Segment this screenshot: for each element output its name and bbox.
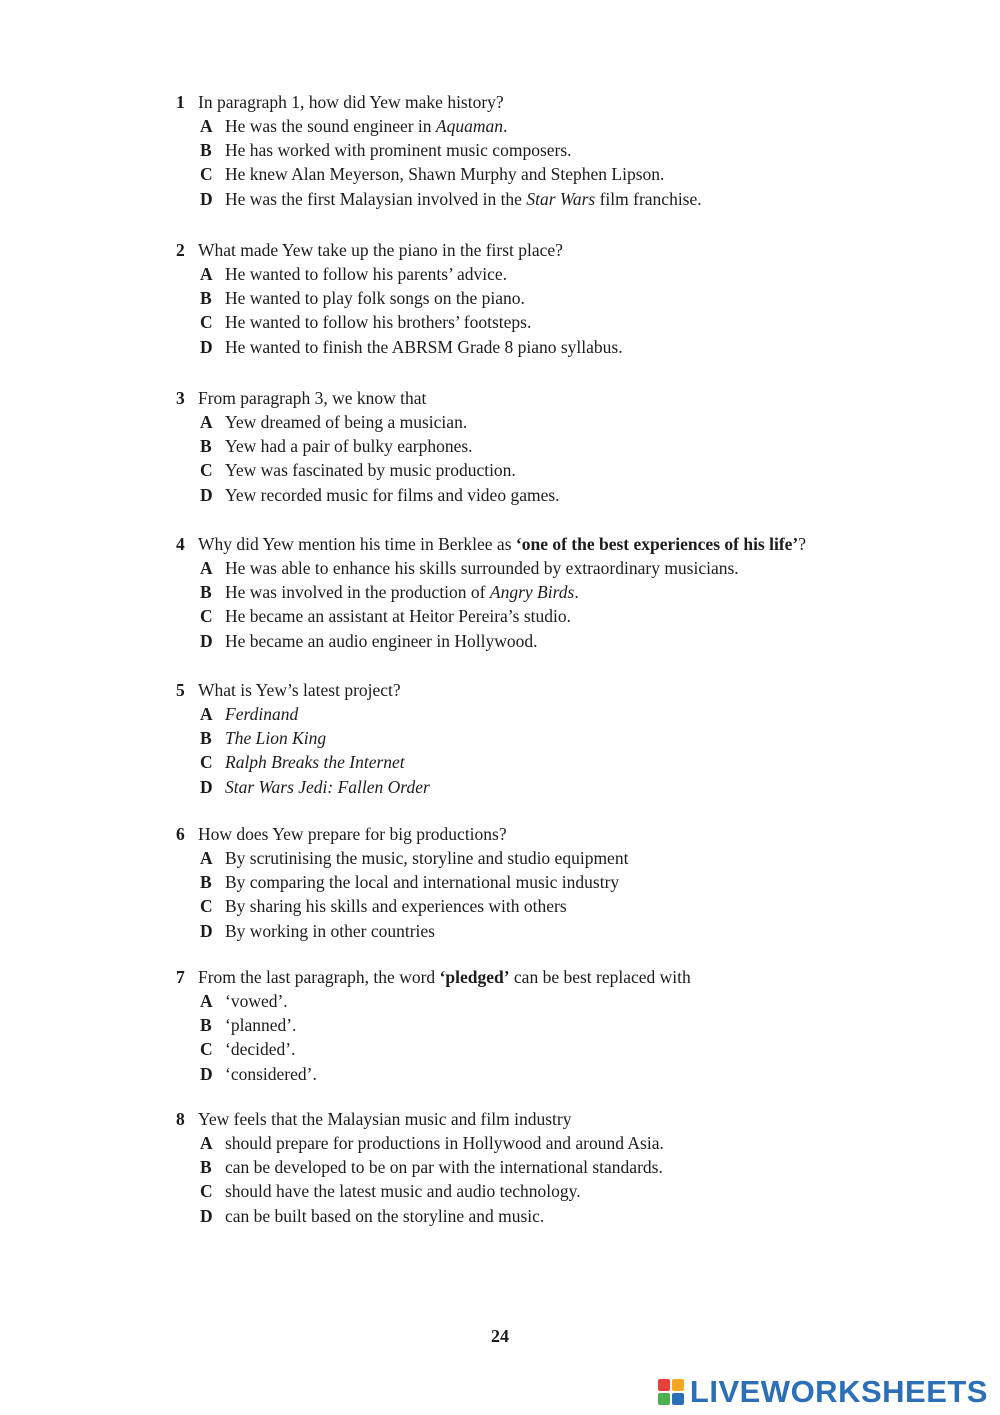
- italic-title: Ferdinand: [225, 704, 299, 724]
- option-letter: C: [200, 164, 213, 185]
- option-letter: B: [200, 288, 212, 309]
- text-run: Yew had a pair of bulky earphones.: [225, 436, 473, 457]
- question-number: 7: [176, 967, 185, 987]
- page-number: 24: [491, 1326, 509, 1346]
- question-stem: [176, 386, 896, 410]
- text-run: From the last paragraph, the word: [198, 967, 440, 987]
- option-letter: A: [200, 558, 213, 578]
- answer-option-a[interactable]: [176, 702, 896, 726]
- italic-title: Star Wars Jedi: Fallen Order: [225, 776, 430, 797]
- italic-title: Ralph Breaks the Internet: [225, 752, 405, 773]
- answer-option-a[interactable]: [176, 410, 896, 434]
- text-run: Yew dreamed of being a musician.: [225, 412, 468, 432]
- logo-square-1: [658, 1379, 670, 1391]
- option-letter: A: [200, 1133, 213, 1153]
- text-run: should prepare for productions in Hollywood and around Asia.: [225, 1133, 664, 1153]
- option-letter: A: [200, 264, 213, 284]
- question-number: 3: [176, 388, 185, 408]
- text-run: By scrutinising the music, storyline and studio equipment: [225, 848, 629, 868]
- question-6: [176, 822, 896, 943]
- question-1: [176, 90, 896, 211]
- option-letter: A: [200, 991, 213, 1011]
- text-run: Yew was fascinated by music production.: [225, 460, 516, 481]
- answer-option-b[interactable]: [176, 434, 896, 458]
- option-letter: B: [200, 872, 212, 893]
- answer-option-d[interactable]: [176, 629, 896, 653]
- text-run: ‘considered’.: [225, 1063, 317, 1084]
- answer-option-b[interactable]: [176, 726, 896, 750]
- answer-option-c[interactable]: [176, 310, 896, 334]
- bold-phrase: ‘one of the best experiences of his life’: [515, 534, 799, 554]
- logo-text: LIVEWORKSHEETS: [689, 1374, 988, 1409]
- text-run: can be best replaced with: [509, 967, 691, 987]
- answer-option-d[interactable]: [176, 775, 896, 799]
- answer-option-c[interactable]: [176, 750, 896, 774]
- option-letter: C: [200, 460, 213, 481]
- option-letter: B: [200, 1157, 212, 1178]
- answer-option-c[interactable]: [176, 1179, 896, 1203]
- question-5: [176, 678, 896, 799]
- option-letter: D: [200, 1063, 213, 1084]
- answer-option-d[interactable]: [176, 1204, 896, 1228]
- text-run: He wanted to play folk songs on the piano.: [225, 288, 525, 309]
- answer-option-a[interactable]: [176, 989, 896, 1013]
- text-run: He has worked with prominent music composers.: [225, 140, 572, 161]
- answer-option-c[interactable]: [176, 162, 896, 186]
- logo-square-4: [672, 1393, 684, 1405]
- question-4: [176, 532, 896, 653]
- option-letter: C: [200, 312, 213, 333]
- answer-option-b[interactable]: [176, 286, 896, 310]
- question-7: [176, 965, 896, 1086]
- answer-option-a[interactable]: [176, 846, 896, 870]
- text-run: He knew Alan Meyerson, Shawn Murphy and Stephen Lipson.: [225, 164, 665, 185]
- answer-option-b[interactable]: [176, 580, 896, 604]
- option-letter: D: [200, 188, 213, 209]
- text-run: He became an audio engineer in Hollywood.: [225, 630, 538, 651]
- answer-option-c[interactable]: [176, 1037, 896, 1061]
- answer-option-b[interactable]: [176, 1155, 896, 1179]
- answer-option-c[interactable]: [176, 894, 896, 918]
- text-run: .: [503, 116, 508, 136]
- italic-title: Aquaman: [435, 116, 503, 136]
- question-number: 4: [176, 534, 185, 554]
- logo-square-2: [672, 1379, 684, 1391]
- text-run: How does Yew prepare for big productions?: [198, 824, 507, 844]
- question-stem: [176, 822, 896, 846]
- answer-option-a[interactable]: [176, 1131, 896, 1155]
- text-run: From paragraph 3, we know that: [198, 388, 427, 408]
- text-run: By sharing his skills and experiences with others: [225, 896, 567, 917]
- text-run: ‘decided’.: [225, 1039, 296, 1060]
- question-8: [176, 1107, 896, 1228]
- answer-option-a[interactable]: [176, 114, 896, 138]
- question-stem: [176, 678, 896, 702]
- option-letter: B: [200, 1015, 212, 1036]
- option-letter: C: [200, 606, 213, 627]
- text-run: He wanted to follow his brothers’ footsteps.: [225, 312, 532, 333]
- logo-square-3: [658, 1393, 670, 1405]
- answer-option-d[interactable]: [176, 1062, 896, 1086]
- answer-option-c[interactable]: [176, 604, 896, 628]
- bold-phrase: ‘pledged’: [439, 967, 510, 987]
- option-letter: D: [200, 484, 213, 505]
- option-letter: D: [200, 630, 213, 651]
- text-run: He wanted to follow his parents’ advice.: [225, 264, 508, 284]
- question-stem: [176, 90, 896, 114]
- text-run: He was the sound engineer in: [225, 116, 436, 136]
- option-letter: A: [200, 704, 213, 724]
- answer-option-b[interactable]: [176, 870, 896, 894]
- question-stem: [176, 532, 896, 556]
- answer-option-c[interactable]: [176, 458, 896, 482]
- text-run: In paragraph 1, how did Yew make history?: [198, 92, 504, 112]
- text-run: should have the latest music and audio technology.: [225, 1181, 581, 1202]
- text-run: Why did Yew mention his time in Berklee as: [198, 534, 516, 554]
- option-letter: B: [200, 436, 212, 457]
- option-letter: C: [200, 1181, 213, 1202]
- text-run: Yew recorded music for films and video games.: [225, 484, 560, 505]
- question-number: 5: [176, 680, 185, 700]
- option-letter: A: [200, 116, 213, 136]
- text-run: He became an assistant at Heitor Pereira’s studio.: [225, 606, 572, 627]
- option-letter: D: [200, 920, 213, 941]
- text-run: can be developed to be on par with the international standards.: [225, 1157, 663, 1178]
- question-stem: [176, 965, 896, 989]
- liveworksheets-logo[interactable]: [658, 1374, 988, 1410]
- option-letter: B: [200, 582, 212, 603]
- option-letter: A: [200, 848, 213, 868]
- text-run: What is Yew’s latest project?: [198, 680, 401, 700]
- question-3: [176, 386, 896, 507]
- option-letter: D: [200, 776, 213, 797]
- answer-option-a[interactable]: [176, 262, 896, 286]
- text-run: Yew feels that the Malaysian music and film industry: [198, 1109, 572, 1129]
- question-number: 8: [176, 1109, 185, 1129]
- text-run: .: [574, 582, 579, 603]
- text-run: ‘planned’.: [225, 1015, 297, 1036]
- option-letter: D: [200, 336, 213, 357]
- text-run: film franchise.: [595, 188, 702, 209]
- text-run: He wanted to finish the ABRSM Grade 8 piano syllabus.: [225, 336, 623, 357]
- option-letter: C: [200, 1039, 213, 1060]
- text-run: He was the first Malaysian involved in the: [225, 188, 527, 209]
- text-run: What made Yew take up the piano in the first place?: [198, 240, 563, 260]
- text-run: ‘vowed’.: [225, 991, 288, 1011]
- option-letter: B: [200, 728, 212, 749]
- text-run: He was involved in the production of: [225, 582, 490, 603]
- answer-option-a[interactable]: [176, 556, 896, 580]
- question-2: [176, 238, 896, 359]
- question-number: 1: [176, 92, 185, 112]
- italic-title: The Lion King: [225, 728, 327, 749]
- text-run: ?: [798, 534, 807, 554]
- italic-title: Angry Birds: [489, 582, 575, 603]
- question-stem: [176, 1107, 896, 1131]
- option-letter: C: [200, 896, 213, 917]
- question-number: 2: [176, 240, 185, 260]
- option-letter: D: [200, 1205, 213, 1226]
- answer-option-d[interactable]: [176, 919, 896, 943]
- answer-option-b[interactable]: [176, 1013, 896, 1037]
- option-letter: A: [200, 412, 213, 432]
- answer-option-d[interactable]: [176, 187, 896, 211]
- text-run: He was able to enhance his skills surrounded by extraordinary musicians.: [225, 558, 739, 578]
- option-letter: C: [200, 752, 213, 773]
- text-run: By working in other countries: [225, 920, 435, 941]
- option-letter: B: [200, 140, 212, 161]
- answer-option-b[interactable]: [176, 138, 896, 162]
- liveworksheets-logo-icon: [658, 1379, 684, 1405]
- text-run: By comparing the local and international music industry: [225, 872, 620, 893]
- italic-title: Star Wars: [526, 188, 596, 209]
- question-stem: [176, 238, 896, 262]
- question-number: 6: [176, 824, 185, 844]
- text-run: can be built based on the storyline and music.: [225, 1205, 545, 1226]
- answer-option-d[interactable]: [176, 335, 896, 359]
- answer-option-d[interactable]: [176, 483, 896, 507]
